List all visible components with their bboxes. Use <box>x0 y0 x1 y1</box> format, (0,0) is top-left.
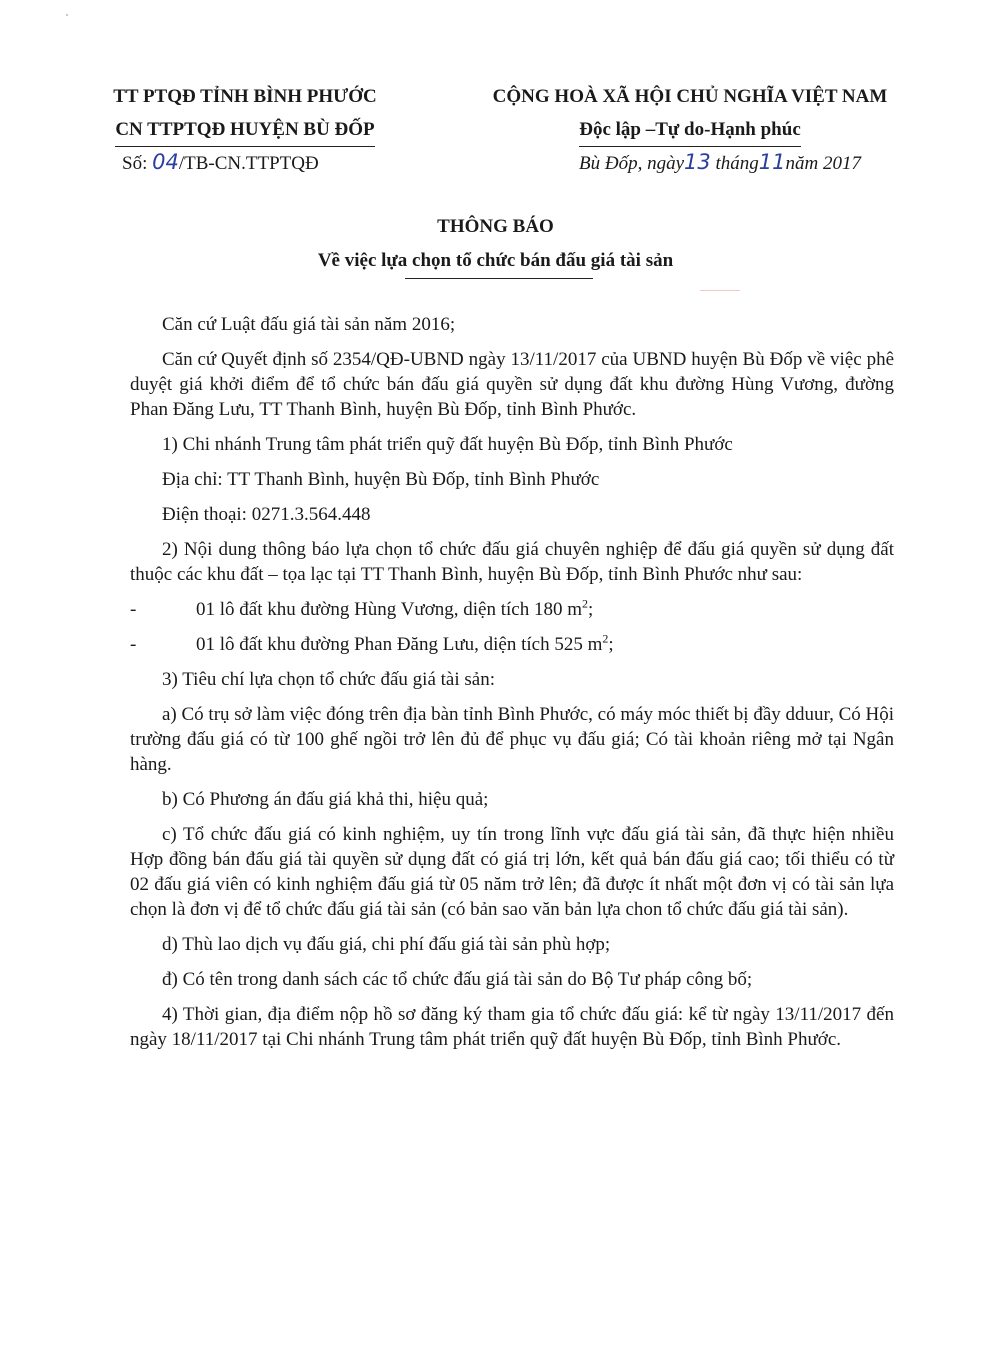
lot-1-end: ; <box>588 599 594 620</box>
paragraph-section-1: 1) Chi nhánh Trung tâm phát triển quỹ đất huyện Bù Đốp, tỉnh Bình Phước <box>162 434 733 455</box>
paragraph-criteria-d: d) Thù lao dịch vụ đấu giá, chi phí đấu giá tài sản phù hợp; <box>162 934 611 955</box>
lot-2-text: 01 lô đất khu đường Phan Đăng Lưu, diện tích 525 m <box>196 634 603 655</box>
date-year: năm 2017 <box>785 153 861 174</box>
notice-subtitle: Về việc lựa chọn tổ chức bán đấu giá tài sản <box>317 250 674 271</box>
paragraph-address: Địa chỉ: TT Thanh Bình, huyện Bù Đốp, tỉnh Bình Phước <box>162 469 600 490</box>
paragraph-section-3: 3) Tiêu chí lựa chọn tổ chức đấu giá tài sản: <box>162 669 495 690</box>
list-item <box>130 632 894 657</box>
paragraph-criteria-b: b) Có Phương án đấu giá khả thi, hiệu quả; <box>162 789 489 810</box>
org-line-2 <box>90 113 400 146</box>
header-left <box>90 80 400 179</box>
so-suffix: /TB-CN.TTPTQĐ <box>178 153 319 174</box>
paragraph-section-2: 2) Nội dung thông báo lựa chọn tổ chức đấu giá chuyên nghiệp để đấu giá quyền sử dụng đất thuộc các khu đất – tọa lạc tại TT Thanh Bình, huyện Bù Đốp, tỉnh Bình Phước như sau: <box>130 539 894 585</box>
bullet-text-1 <box>160 596 594 620</box>
date-month-label: tháng <box>715 153 759 174</box>
motto-text: Độc lập –Tự do-Hạnh phúc <box>579 113 801 147</box>
date-day-handwritten: 13 <box>684 150 711 174</box>
document-number <box>90 146 400 179</box>
nation-title: CỘNG HOÀ XÃ HỘI CHỦ NGHĨA VIỆT NAM <box>492 86 888 107</box>
lot-1-text: 01 lô đất khu đường Hùng Vương, diện tích 180 m <box>196 599 583 620</box>
paragraph-section-4: 4) Thời gian, địa điểm nộp hồ sơ đăng ký tham gia tổ chức đấu giá: kể từ ngày 13/11/2017 đến ngày 18/11/2017 tại Chi nhánh Trung tâm phát triển quỹ đất huyện Bù Đốp, tỉnh Bình Phước. <box>130 1004 894 1050</box>
title-underline <box>405 278 593 279</box>
paragraph-criteria-a: a) Có trụ sở làm việc đóng trên địa bàn tỉnh Bình Phước, có máy móc thiết bị đầy dduur, Có Hội trường đấu giá có từ 100 ghế ngồi trở lên đủ để phục vụ đấu giá; Có tài khoản riêng mở tại Ngân hàng. <box>130 704 894 775</box>
lot-2-end: ; <box>608 634 614 655</box>
lot-1-sup: 2 <box>582 596 589 611</box>
org-line-1: TT PTQĐ TỈNH BÌNH PHƯỚC <box>113 86 377 107</box>
header-right <box>470 80 910 179</box>
bullet-dash: - <box>130 634 137 655</box>
list-item <box>130 597 894 622</box>
bullet-dash: - <box>130 599 137 620</box>
org-line-2-text: CN TTPTQĐ HUYỆN BÙ ĐỐP <box>115 113 374 147</box>
paragraph-criteria-c: c) Tổ chức đấu giá có kinh nghiệm, uy tín trong lĩnh vực đấu giá tài sản, đã thực hiện nhiều Hợp đồng bán đấu giá tài quyền sử dụng đất có giá trị lớn, kết quả bán đấu giá cao; tối thiểu có từ 02 đấu giá viên có kinh nghiệm đấu giá từ 05 năm trở lên; đã được ít nhất một đơn vị có tài sản lựa chọn là đơn vị để tổ chức đấu giá tài sản (có bản sao văn bản lựa chon tổ chức đấu giá tài sản). <box>130 824 894 920</box>
paragraph-criteria-dd: đ) Có tên trong danh sách các tổ chức đấu giá tài sản do Bộ Tư pháp công bố; <box>162 969 753 990</box>
date-prefix: Bù Đốp, ngày <box>579 153 685 174</box>
so-number-handwritten: 04 <box>152 150 179 174</box>
date-line <box>470 146 910 179</box>
notice-title: THÔNG BÁO <box>437 216 554 237</box>
bullet-text-2 <box>160 631 614 655</box>
so-label: Số: <box>122 153 148 174</box>
scan-speck <box>700 290 740 291</box>
title-block <box>0 210 991 278</box>
scan-speck <box>66 14 68 16</box>
document-body <box>130 312 894 1062</box>
motto <box>470 113 910 146</box>
paragraph-legal-basis-2: Căn cứ Quyết định số 2354/QĐ-UBND ngày 13/11/2017 của UBND huyện Bù Đốp về việc phê duyệt giá khởi điểm để tổ chức bán đấu giá quyền sử dụng đất khu đường Hùng Vương, đường Phan Đăng Lưu, TT Thanh Bình, huyện Bù Đốp, tỉnh Bình Phước. <box>130 349 894 420</box>
paragraph-phone: Điện thoại: 0271.3.564.448 <box>162 504 371 525</box>
paragraph-legal-basis-1: Căn cứ Luật đấu giá tài sản năm 2016; <box>162 314 456 335</box>
date-month-handwritten: 11 <box>758 150 786 174</box>
lot-2-sup: 2 <box>602 631 609 646</box>
